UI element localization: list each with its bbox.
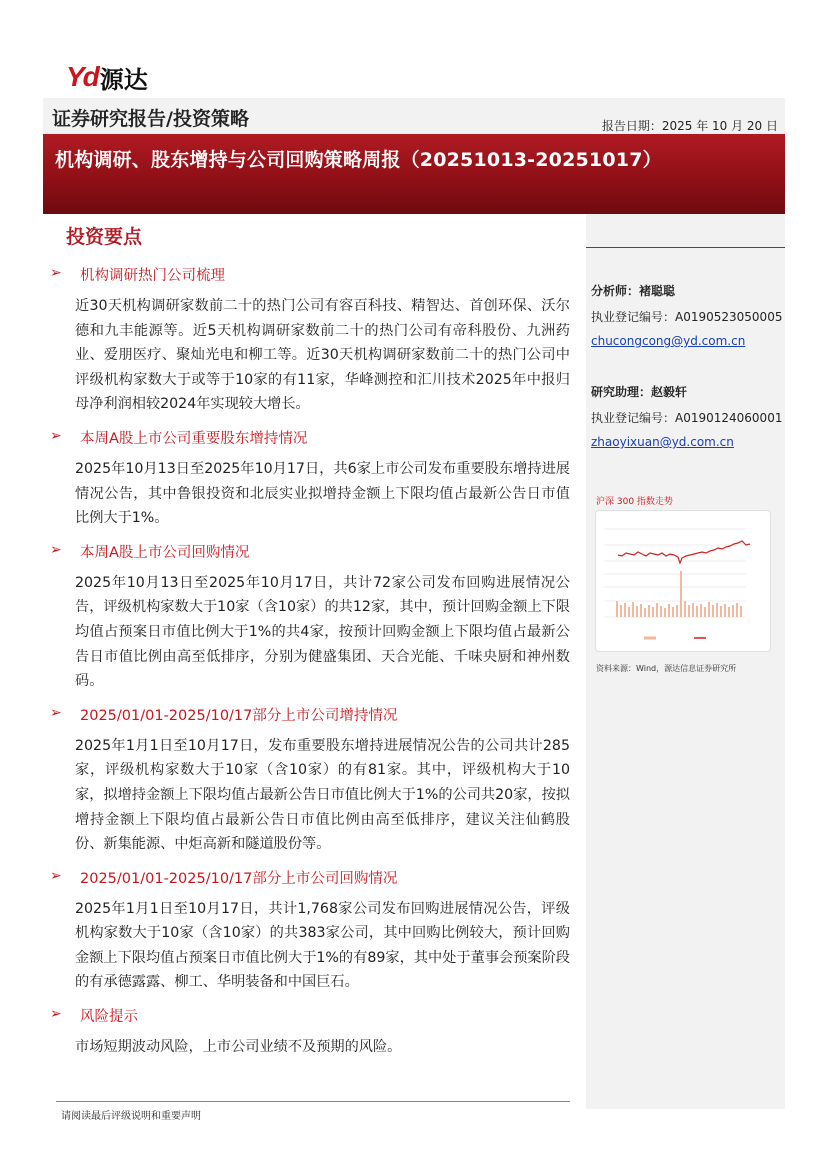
report-date: 报告日期：2025 年 10 月 20 日	[601, 119, 778, 133]
logo-text: 源达	[99, 65, 148, 94]
analyst-name: 褚聪聪	[639, 284, 676, 298]
key-point-item	[50, 1003, 570, 1060]
section-title: 投资要点	[66, 226, 143, 248]
footer-divider	[56, 1101, 570, 1102]
key-point-title: 本周A股上市公司回购情况	[80, 544, 250, 561]
footer-disclaimer: 请阅读最后评级说明和重要声明	[61, 1111, 201, 1122]
key-point-title: 风险提示	[80, 1009, 138, 1026]
assistant-name: 赵毅轩	[651, 385, 688, 399]
analyst-line	[591, 282, 675, 299]
report-category: 证券研究报告/投资策略	[52, 108, 249, 130]
assistant-email-link[interactable]: zhaoyixuan@yd.com.cn	[591, 435, 734, 449]
assistant-line	[591, 383, 687, 400]
bullet-arrow-icon: ➢	[50, 704, 62, 721]
sidebar-divider	[586, 247, 785, 248]
index-trend-graphic	[596, 511, 770, 651]
chart-title: 沪深 300 指数走势	[596, 497, 673, 507]
chart-source: 资料来源：Wind，源达信息证券研究所	[596, 664, 737, 673]
key-point-item	[50, 865, 570, 995]
key-point-item	[50, 425, 570, 531]
key-point-item	[50, 539, 570, 694]
key-point-body: 近30天机构调研家数前二十的热门公司有容百科技、精智达、首创环保、沃尔德和九丰能源等。近5天机构调研家数前二十的热门公司有帝科股份、九洲药业、爱朋医疗、聚灿光电和柳工等。近30天机构调研家数前二十的热门公司中评级机构家数大于或等于10家的有11家，华峰测控和汇川技术2025年中报归母净利润相较2024年实现较大增长。	[75, 298, 570, 413]
analyst-email-link[interactable]: chucongcong@yd.com.cn	[591, 334, 746, 348]
key-points	[50, 262, 570, 1060]
report-title: 机构调研、股东增持与公司回购策略周报（20251013-20251017）	[55, 149, 662, 171]
key-point-title: 本周A股上市公司重要股东增持情况	[80, 430, 308, 447]
assistant-label: 研究助理：	[591, 385, 652, 399]
key-point-body: 市场短期波动风险，上市公司业绩不及预期的风险。	[75, 1039, 402, 1056]
key-point-title: 机构调研热门公司梳理	[80, 268, 225, 284]
bullet-arrow-icon: ➢	[50, 265, 62, 281]
assistant-registration: 执业登记编号：A0190124060001	[591, 411, 783, 425]
key-point-item	[50, 262, 570, 417]
logo-mark: Yd	[66, 61, 98, 92]
key-point-item	[50, 702, 570, 857]
index-trend-chart	[595, 510, 771, 652]
key-point-body: 2025年1月1日至10月17日，发布重要股东增持进展情况公告的公司共计285家，评级机构家数大于10家（含10家）的有81家。其中，评级机构大于10家，拟增持金额上下限均值占最新公告日市值比例大于1%的公司共20家，按拟增持金额上下限均值占最新公告日市值比例由高至低排序，建议关注仙鹤股份、新集能源、中炬高新和隧道股份等。	[75, 737, 570, 853]
key-point-body: 2025年10月13日至2025年10月17日，共计72家公司发布回购进展情况公告，评级机构家数大于10家（含10家）的共12家，其中，预计回购金额上下限均值占预案日市值比例大于1%的共4家，按预计回购金额上下限均值占最新公告日市值比例由高至低排序，分别为健盛集团、天合光能、千味央厨和神州数码。	[75, 574, 570, 690]
sidebar-panel	[586, 214, 785, 1109]
key-point-body: 2025年10月13日至2025年10月17日，共6家上市公司发布重要股东增持进展情况公告，其中鲁银投资和北辰实业拟增持金额上下限均值占最新公告日市值比例大于1%。	[75, 460, 570, 527]
key-point-title: 2025/01/01-2025/10/17部分上市公司增持情况	[80, 707, 398, 724]
brand-logo	[66, 62, 148, 92]
analyst-label: 分析师：	[591, 284, 640, 298]
bullet-arrow-icon: ➢	[50, 1006, 62, 1023]
key-point-title: 2025/01/01-2025/10/17部分上市公司回购情况	[80, 870, 398, 887]
bullet-arrow-icon: ➢	[50, 867, 62, 884]
analyst-registration: 执业登记编号：A0190523050005	[591, 310, 783, 324]
bullet-arrow-icon: ➢	[50, 541, 62, 558]
bullet-arrow-icon: ➢	[50, 427, 62, 444]
key-point-body: 2025年1月1日至10月17日，共计1,768家公司发布回购进展情况公告，评级机构家数大于10家（含10家）的共383家公司，其中回购比例较大，预计回购金额上下限均值占预案日市值比例大于1%的有89家，其中处于董事会预案阶段的有承德露露、柳工、华明装备和中国巨石。	[75, 900, 570, 991]
